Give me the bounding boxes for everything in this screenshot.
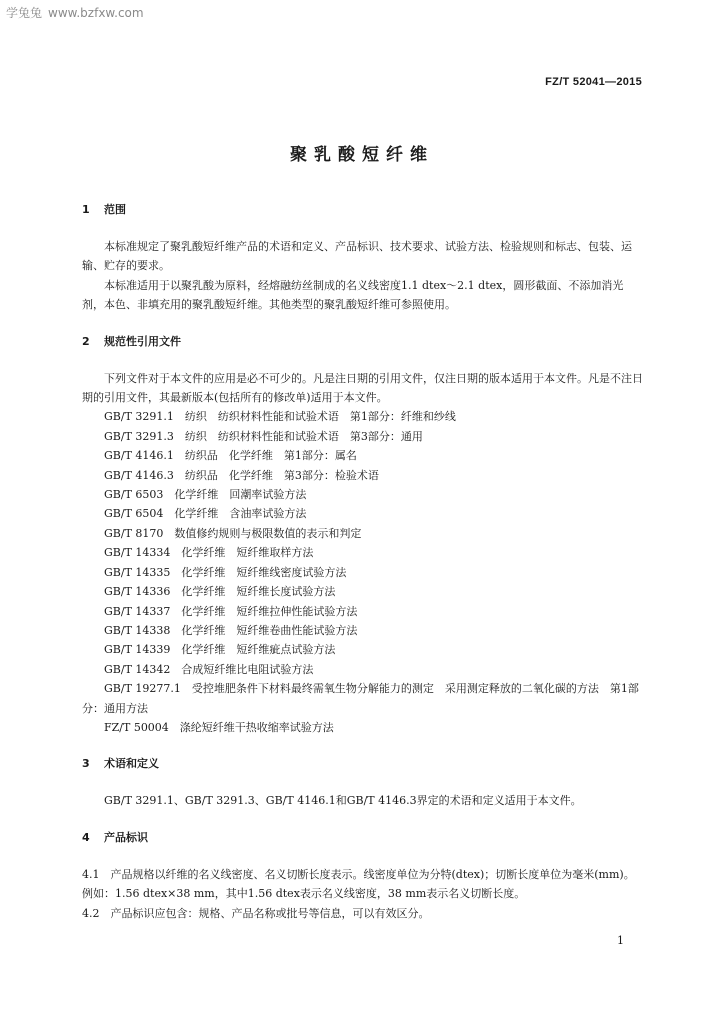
reference-item: GB/T 14339 化学纤维 短纤维疵点试验方法 <box>104 643 336 657</box>
reference-item: GB/T 14338 化学纤维 短纤维卷曲性能试验方法 <box>104 623 358 637</box>
reference-item: GB/T 14342 合成短纤维比电阻试验方法 <box>104 662 314 676</box>
section-1-heading <box>82 200 644 219</box>
reference-item: GB/T 14337 化学纤维 短纤维拉伸性能试验方法 <box>104 604 358 618</box>
reference-item: GB/T 3291.3 纺织 纺织材料性能和试验术语 第3部分：通用 <box>104 429 423 443</box>
section-title: 规范性引用文件 <box>104 334 181 348</box>
section-1-paragraph-1: 本标准规定了聚乳酸短纤维产品的术语和定义、产品标识、技术要求、试验方法、检验规则和标志、包装、运输、贮存的要求。 <box>82 240 632 273</box>
standard-code: FZ/T 52041—2015 <box>545 76 642 88</box>
reference-item: GB/T 19277.1 受控堆肥条件下材料最终需氧生物分解能力的测定 采用测定释放的二氧化碳的方法 第1部分：通用方法 <box>82 682 639 715</box>
section-title: 产品标识 <box>104 830 148 844</box>
reference-item: GB/T 6503 化学纤维 回潮率试验方法 <box>104 488 307 502</box>
reference-item: GB/T 14336 化学纤维 短纤维长度试验方法 <box>104 585 336 599</box>
clause-4-2: 4.2 产品标识应包含：规格、产品名称或批号等信息，可以有效区分。 <box>82 906 430 920</box>
document-title: 聚乳酸短纤维 <box>290 145 434 165</box>
reference-item: GB/T 8170 数值修约规则与极限数值的表示和判定 <box>104 526 362 540</box>
reference-item: GB/T 3291.1 纺织 纺织材料性能和试验术语 第1部分：纤维和纱线 <box>104 410 456 424</box>
section-title: 范围 <box>104 203 126 216</box>
section-number: 4 <box>82 830 90 844</box>
watermark-site-name: 学兔兔 <box>6 6 43 20</box>
reference-item: GB/T 4146.3 纺织品 化学纤维 第3部分：检验术语 <box>104 468 379 482</box>
section-4-heading <box>82 828 644 847</box>
reference-item: FZ/T 50004 涤纶短纤维干热收缩率试验方法 <box>104 720 334 734</box>
page-number: 1 <box>617 934 624 947</box>
reference-item: GB/T 4146.1 纺织品 化学纤维 第1部分：属名 <box>104 449 357 463</box>
section-3-paragraph: GB/T 3291.1、GB/T 3291.3、GB/T 4146.1和GB/T 4146.3界定的术语和定义适用于本文件。 <box>104 794 582 808</box>
clause-4-1: 4.1 产品规格以纤维的名义线密度、名义切断长度表示。线密度单位为分特(dtex)；切断长度单位为毫米(mm)。例如：1.56 dtex×38 mm，其中1.56 dtex表示名义线密度，38 mm表示名义切断长度。 <box>82 867 635 901</box>
document-body <box>82 200 644 923</box>
reference-item: GB/T 14335 化学纤维 短纤维线密度试验方法 <box>104 565 347 579</box>
reference-item: GB/T 6504 化学纤维 含油率试验方法 <box>104 507 307 521</box>
section-number: 3 <box>82 757 90 771</box>
section-2-heading <box>82 332 644 351</box>
section-number: 1 <box>82 203 90 216</box>
watermark-site-url: www.bzfxw.com <box>48 6 144 20</box>
reference-item: GB/T 14334 化学纤维 短纤维取样方法 <box>104 546 314 560</box>
section-2-intro: 下列文件对于本文件的应用是必不可少的。凡是注日期的引用文件，仅注日期的版本适用于本文件。凡是不注日期的引用文件，其最新版本(包括所有的修改单)适用于本文件。 <box>82 371 643 405</box>
watermark <box>6 4 150 21</box>
section-title: 术语和定义 <box>104 757 159 771</box>
section-1-paragraph-2: 本标准适用于以聚乳酸为原料，经熔融纺丝制成的名义线密度1.1 dtex～2.1 dtex，圆形截面、不添加消光剂，本色、非填充用的聚乳酸短纤维。其他类型的聚乳酸短纤维可参照使用。 <box>82 278 624 312</box>
section-3-heading <box>82 754 644 773</box>
section-number: 2 <box>82 334 90 348</box>
